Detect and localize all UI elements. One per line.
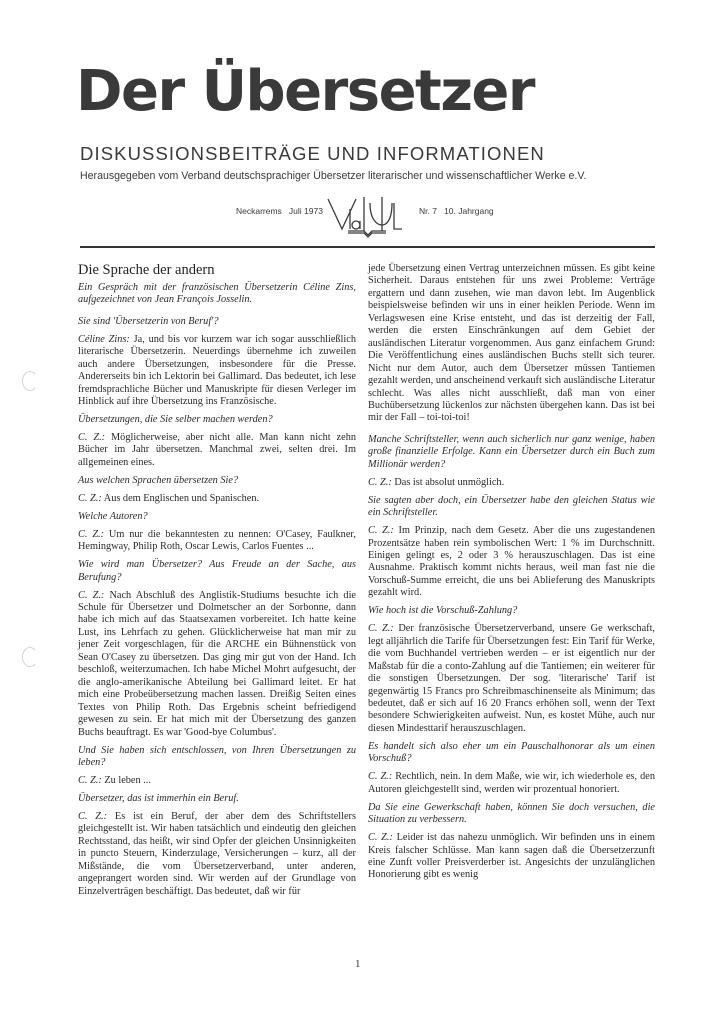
issue-place-date: Neckarrems Juli 1973 [236, 206, 323, 216]
answer-text: Aus dem Englischen und Spanischen. [101, 492, 260, 504]
answer-text: Zu leben ... [101, 774, 151, 786]
interview-question: Übersetzer, das ist immerhin ein Beruf. [78, 792, 239, 804]
speaker-label: C. Z.: [368, 525, 394, 537]
interview-question: Übersetzungen, die Sie selber machen werden? [78, 414, 273, 426]
interview-answer [78, 775, 356, 787]
speaker-label: C. Z.: [78, 589, 105, 601]
interview-answer [78, 590, 356, 739]
speaker-label: Céline Zins: [78, 333, 130, 345]
interview-answer [368, 623, 655, 735]
interview-question: Wie hoch ist die Vorschuß-Zahlung? [368, 605, 518, 617]
interview-answer [368, 832, 655, 882]
interview-question: Aus welchen Sprachen übersetzen Sie? [78, 474, 239, 486]
speaker-label: C. Z.: [368, 771, 393, 783]
interview-question: Sie sind 'Übersetzerin von Beruf'? [78, 315, 219, 327]
interview-answer [368, 477, 655, 489]
interview-question: Manche Schriftsteller, wenn auch sicherlich nur ganz wenige, haben große finanzielle Erfolge. Kann ein Übersetzer durch ein Buch zum Millionär werden? [368, 433, 655, 470]
interview-answer [78, 334, 356, 409]
masthead-subtitle: DISKUSSIONSBEITRÄGE UND INFORMATIONEN [80, 143, 545, 164]
punch-hole-top [22, 371, 38, 391]
header-rule [80, 246, 655, 248]
article-headline: Die Sprache der andern [78, 262, 215, 278]
interview-question: Wie wird man Übersetzer? Aus Freude an der Sache, aus Berufung? [78, 559, 356, 583]
interview-question: Welche Autoren? [78, 510, 148, 522]
answer-text: Leider ist das nahezu unmöglich. Wir befinden uns in einem Kreis falscher Schlüsse. Man kann sagen daß die Übersetzerzunft eine Zunft voller Preisverderber ist. Angesichts der unzulänglichen Honorierung gibt es wenig [368, 832, 655, 881]
interview-question: Es handelt sich also eher um ein Pauschalhonorar als um einen Vorschuß? [368, 740, 655, 765]
answer-text: Rechtlich, nein. In dem Maße, wie wir, ich wiederhole es, den Autoren gleichgestellt sind, werden wir prozentual honoriert. [368, 771, 655, 795]
answer-text: Es ist ein Beruf, der aber dem des Schriftstellers gleichgestellt ist. Wir haben tatsächlich und eindeutig den gleichen Rechtsstand, das heißt, wir sind Opfer der gleichen Unsinnigkeiten in puncto Steuern, Kinderzulage, Versicherungen – kurz, all der Mißstände, die vom Übersetzerverband, unter anderen, angeprangert worden sind. Wir werden auf der Grundlage von Einzelverträgen beschäftigt. Das bedeutet, daß wir für [78, 810, 356, 897]
speaker-label: C. Z.: [368, 623, 394, 635]
interview-answer [78, 811, 356, 898]
speaker-label: C. Z.: [78, 432, 106, 444]
masthead-publisher: Herausgegeben vom Verband deutschsprachiger Übersetzer literarischer und wissenschaftlicher Werke e.V. [80, 170, 587, 182]
article-column-right [368, 263, 655, 887]
speaker-label: C. Z.: [78, 528, 105, 540]
answer-text: Nach Abschluß des Anglistik-Studiums besuchte ich die Schule für Übersetzer und Dolmetscher an der Sorbonne, dann habe ich mich auf das Staatsexamen vorbereitet. Ich hatte keine Lust, ins Lehrfach zu gehen. Glücklicherweise hat man mir zu jener Zeit vorgeschlagen, für die ARCHE ein Bühnenstück von Sean O'Casey zu übersetzen. Das ging mir gut von der Hand. Ich beschloß, weiterzumachen. Ich habe Michel Mohrt aufgesucht, der die anglo-amerikanische Abteilung bei Gallimard leitet. Er hat mich eine Probeübersetzung machen lassen. Dreißig Seiten eines Textes von Philip Roth. Das Ergebnis scheint befriedigend gewesen zu sein. Er hat mich mit der Übersetzung des ganzen Buchs beauftragt. Es war 'Good-bye Columbus'. [78, 589, 357, 738]
interview-question: Sie sagten aber doch, ein Übersetzer habe den gleichen Status wie ein Schriftsteller. [368, 494, 655, 519]
answer-text: Das ist absolut unmöglich. [391, 476, 505, 488]
article-column-left [78, 262, 356, 903]
answer-text: Um nur die bekanntesten zu nennen: O'Casey, Faulkner, Hemingway, Philip Roth, Oscar Lewis, Carlos Fuentes ... [78, 528, 356, 553]
interview-question: Da Sie eine Gewerkschaft haben, können Sie doch versuchen, die Situation zu verbessern. [368, 801, 655, 826]
interview-answer [368, 525, 655, 600]
page-number: 1 [355, 958, 361, 970]
answer-text: Der französische Übersetzerverband, unsere Ge werkschaft, legt alljährlich die Tarife für Übersetzungen fest: Ein Tarif für Werke, die vom Buchhandel vertrieben werden – er ist eigentlich nur der Maßstab für die a conto-Zahlung auf die Tantiemen; ein weiterer für die sonstigen Übersetzungen. Der sog. 'literarische' Tarif ist gegenwärtig 15 Francs pro Schreibmaschinenseite als Minimum; das bedeutet, daß er sich auf 16 20 Francs erhöhen soll, wenn der Text besondere Schwierigkeiten aufweist. Nun, es kostet Mühe, auch nur diesen Mindesttarif herauszuschlagen. [368, 623, 656, 734]
interview-answer [78, 493, 356, 505]
masthead-title: Der Übersetzer [76, 59, 535, 124]
speaker-label: C. Z.: [78, 810, 108, 822]
body-paragraph: jede Übersetzung einen Vertrag unterzeichnen müssen. Es gibt keine Sicherheit. Daraus entstehen für uns zwei Probleme: Verträge ergattern und dann zusehen, wie man davon lebt. Im Augenblick beispielsweise befinden wir uns in einer heiklen Periode. Wenn im Verlagswesen eine Krise entsteht, und das ist derzeitig der Fall, werden die ersten Einschränkungen auf dem Gebiet der ausländischen Literatur vorgenommen. Aus ganz einfachem Grund: Die Veröffentlichung eines ausländischen Buchs stellt sich teurer. Nicht nur dem Autor, auch dem Übersetzer müssen Tantiemen gezahlt werden, und anscheinend verkauft sich ausländische Literatur schlecht. Was alles nicht ausschließt, daß man von einer Buchübersetzung lückenlos zur nächsten übergehen kann. Das ist bei mir der Fall – toi-toi-toi! [368, 263, 655, 424]
interview-answer [78, 529, 356, 554]
answer-text: Möglicherweise, aber nicht alle. Man kann nicht zehn Bücher im Jahr übersetzen. Manchmal zwei, selten drei. Im allgemeinen eines. [78, 432, 356, 468]
vdu-logo-icon [326, 195, 404, 239]
interview-answer [78, 432, 356, 469]
answer-text: Im Prinzip, nach dem Gesetz. Aber die uns zugestandenen Prozentsätze haben rein symbolischen Wert: 1 % im Durchschnitt. Einigen gelingt es, 2 oder 3 % herauszuschlagen. Das ist eine Ausnahme. Praktisch kommt nichts heraus, weil man fast nie die Vorschuß-Summe erreicht, die uns bei Ablieferung des Manuskripts gezahlt wird. [368, 525, 655, 599]
issue-number: Nr. 7 10. Jahrgang [419, 206, 494, 216]
interview-question: Und Sie haben sich entschlossen, von Ihren Übersetzungen zu leben? [78, 744, 356, 768]
interview-answer [368, 771, 655, 796]
speaker-label: C. Z.: [368, 476, 392, 488]
speaker-label: C. Z.: [78, 774, 102, 786]
punch-hole-bottom [22, 647, 38, 667]
speaker-label: C. Z.: [78, 492, 102, 504]
answer-text: Ja, und bis vor kurzem war ich sogar ausschließlich literarische Übersetzerin. Neuerdings übernehme ich zuweilen auch andere Übersetzungen, insbesondere für die Presse. Andererseits bin ich Lektorin bei Gallimard. Das bedeutet, ich lese fremdsprachliche Bücher und Manuskripte für diesen Verleger im Hinblick auf ihre Übersetzung ins Französische. [78, 333, 356, 408]
speaker-label: C. Z.: [368, 832, 393, 844]
article-lead: Ein Gespräch mit der französischen Übersetzerin Céline Zins, aufgezeichnet von Jean François Josselin. [78, 282, 356, 306]
